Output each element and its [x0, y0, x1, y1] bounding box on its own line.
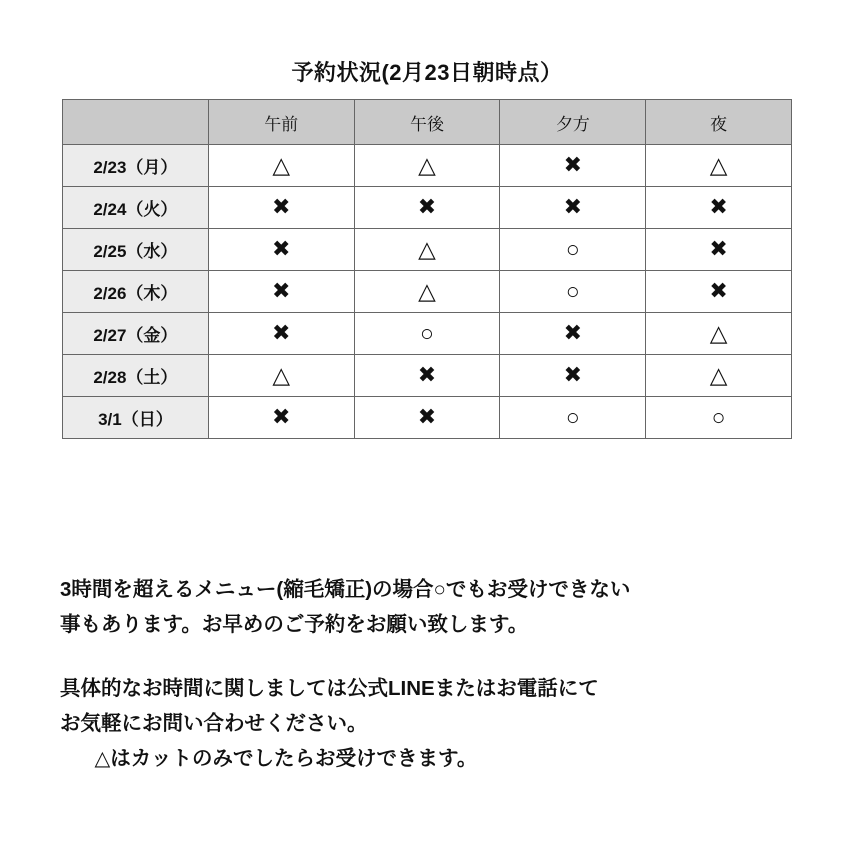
cell-mark — [208, 229, 354, 271]
page-title: 予約状況(2月23日朝時点） — [291, 60, 563, 85]
table-row — [63, 397, 792, 439]
cell-mark — [208, 313, 354, 355]
availability-mark: ✖ — [709, 236, 728, 261]
cell-mark — [500, 187, 646, 229]
column-header-night: 夜 — [646, 100, 792, 145]
availability-mark: △ — [418, 235, 436, 262]
note-line: △はカットのみでしたらお受けできます。 — [74, 747, 478, 770]
availability-mark: ✖ — [709, 278, 728, 303]
availability-mark: ✖ — [563, 320, 582, 345]
note-paragraph-2 — [60, 671, 854, 777]
cell-mark — [208, 355, 354, 397]
schedule-table-wrapper — [62, 99, 792, 439]
availability-mark: ✖ — [417, 404, 437, 429]
availability-mark: ✖ — [563, 362, 582, 387]
note-line: 具体的なお時間に関しましては公式LINEまたはお電話にて — [60, 676, 599, 700]
availability-mark: ✖ — [563, 194, 582, 219]
availability-mark: ○ — [565, 403, 580, 430]
availability-mark: ✖ — [271, 320, 291, 345]
table-corner-cell — [63, 100, 209, 145]
cell-mark — [646, 187, 792, 229]
table-row — [63, 355, 792, 397]
column-header-afternoon: 午後 — [354, 100, 500, 145]
notes-section — [0, 572, 854, 776]
cell-mark — [500, 397, 646, 439]
cell-mark — [646, 271, 792, 313]
cell-mark — [354, 145, 500, 187]
row-header-date: 2/26（木） — [63, 271, 209, 313]
row-header-date: 2/24（火） — [63, 187, 209, 229]
table-header-row — [63, 100, 792, 145]
cell-mark — [208, 397, 354, 439]
cell-mark — [208, 145, 354, 187]
availability-mark: △ — [272, 361, 291, 388]
availability-mark: ✖ — [709, 194, 728, 219]
table-row — [63, 187, 792, 229]
note-line: 3時間を超えるメニュー(縮毛矯正)の場合○でもお受けできない — [60, 578, 631, 601]
availability-table — [62, 99, 792, 439]
cell-mark — [646, 145, 792, 187]
availability-mark: ✖ — [563, 152, 582, 177]
table-header — [63, 100, 792, 145]
note-spacer — [60, 643, 854, 671]
availability-mark: △ — [709, 361, 728, 388]
cell-mark — [646, 313, 792, 355]
cell-mark — [646, 355, 792, 397]
availability-mark: ✖ — [417, 194, 437, 219]
availability-mark: ○ — [565, 235, 580, 262]
cell-mark — [500, 313, 646, 355]
availability-mark: ✖ — [271, 236, 291, 261]
cell-mark — [354, 313, 500, 355]
cell-mark — [354, 397, 500, 439]
cell-mark — [354, 271, 500, 313]
table-row — [63, 313, 792, 355]
availability-mark: △ — [418, 277, 436, 304]
column-header-morning: 午前 — [208, 100, 354, 145]
cell-mark — [354, 229, 500, 271]
row-header-date: 2/25（水） — [63, 229, 209, 271]
availability-mark: △ — [709, 319, 728, 346]
column-header-evening: 夕方 — [500, 100, 646, 145]
note-line: お気軽にお問い合わせください。 — [60, 711, 368, 735]
cell-mark — [646, 229, 792, 271]
table-row — [63, 271, 792, 313]
table-row — [63, 145, 792, 187]
cell-mark — [500, 355, 646, 397]
availability-mark: ○ — [565, 277, 580, 304]
availability-mark: ✖ — [417, 362, 437, 387]
cell-mark — [500, 271, 646, 313]
cell-mark — [500, 145, 646, 187]
cell-mark — [646, 397, 792, 439]
row-header-date: 3/1（日） — [63, 397, 209, 439]
row-header-date: 2/23（月） — [63, 145, 209, 187]
availability-mark: △ — [272, 151, 291, 178]
availability-mark: ○ — [711, 403, 726, 430]
table-row — [63, 229, 792, 271]
table-body — [63, 145, 792, 439]
note-paragraph-1 — [60, 572, 854, 643]
cell-mark — [354, 187, 500, 229]
cell-mark — [354, 355, 500, 397]
cell-mark — [500, 229, 646, 271]
schedule-document — [0, 56, 854, 866]
row-header-date: 2/28（土） — [63, 355, 209, 397]
availability-mark: △ — [709, 151, 728, 178]
note-line: 事もあります。お早めのご予約をお願い致します。 — [60, 613, 529, 637]
row-header-date: 2/27（金） — [63, 313, 209, 355]
cell-mark — [208, 187, 354, 229]
availability-mark: ○ — [420, 319, 434, 346]
cell-mark — [208, 271, 354, 313]
availability-mark: △ — [418, 151, 436, 178]
availability-mark: ✖ — [271, 404, 291, 429]
availability-mark: ✖ — [271, 194, 291, 219]
availability-mark: ✖ — [271, 278, 291, 303]
